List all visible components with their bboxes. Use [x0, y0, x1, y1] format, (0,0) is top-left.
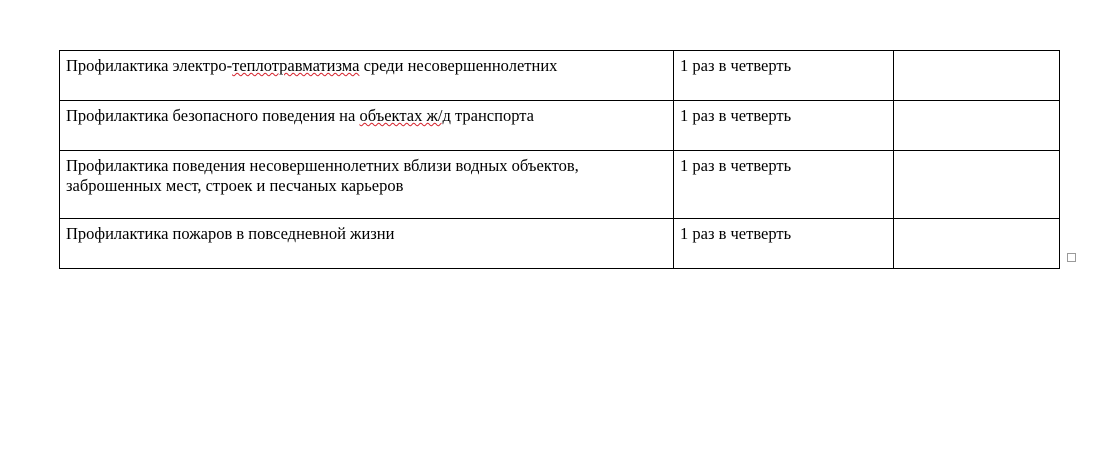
frequency-text: 1 раз в четверть [680, 224, 792, 243]
activity-name-text [66, 156, 667, 196]
table-row[interactable] [60, 151, 1060, 219]
table-resize-handle[interactable] [1067, 253, 1076, 262]
table-cell-notes[interactable] [894, 151, 1060, 219]
table-row[interactable] [60, 101, 1060, 151]
activity-name-suffix: транспорта [450, 106, 534, 125]
table-cell-activity-name[interactable] [60, 219, 674, 269]
activity-name-suffix: среди несовершеннолетних [359, 56, 558, 75]
table-cell-frequency[interactable] [674, 219, 894, 269]
activity-name-misspelled: объектах ж/д [359, 106, 451, 125]
activity-name-prefix: Профилактика безопасного поведения на [66, 106, 360, 125]
table-row[interactable] [60, 219, 1060, 269]
table-cell-notes[interactable] [894, 219, 1060, 269]
frequency-text: 1 раз в четверть [680, 156, 792, 175]
table-cell-activity-name[interactable] [60, 101, 674, 151]
table-row[interactable] [60, 51, 1060, 101]
activity-name-prefix: Профилактика электро- [66, 56, 233, 75]
table-cell-notes[interactable] [894, 51, 1060, 101]
activity-name-text [66, 106, 667, 126]
frequency-text: 1 раз в четверть [680, 56, 792, 75]
table-cell-frequency[interactable] [674, 151, 894, 219]
table-cell-activity-name[interactable] [60, 51, 674, 101]
table-cell-frequency[interactable] [674, 51, 894, 101]
table-cell-notes[interactable] [894, 101, 1060, 151]
activity-name-text [66, 224, 667, 244]
activity-name-misspelled: теплотравматизма [232, 56, 360, 75]
activity-table[interactable] [59, 50, 1060, 269]
frequency-text: 1 раз в четверть [680, 106, 792, 125]
activity-name-text [66, 56, 667, 76]
table-cell-activity-name[interactable] [60, 151, 674, 219]
table-cell-frequency[interactable] [674, 101, 894, 151]
activity-name-prefix: Профилактика поведения несовершеннолетних вблизи водных объектов, заброшенных мест, строек и песчаных карьеров [66, 156, 579, 196]
activity-name-prefix: Профилактика пожаров в повседневной жизни [66, 224, 395, 243]
